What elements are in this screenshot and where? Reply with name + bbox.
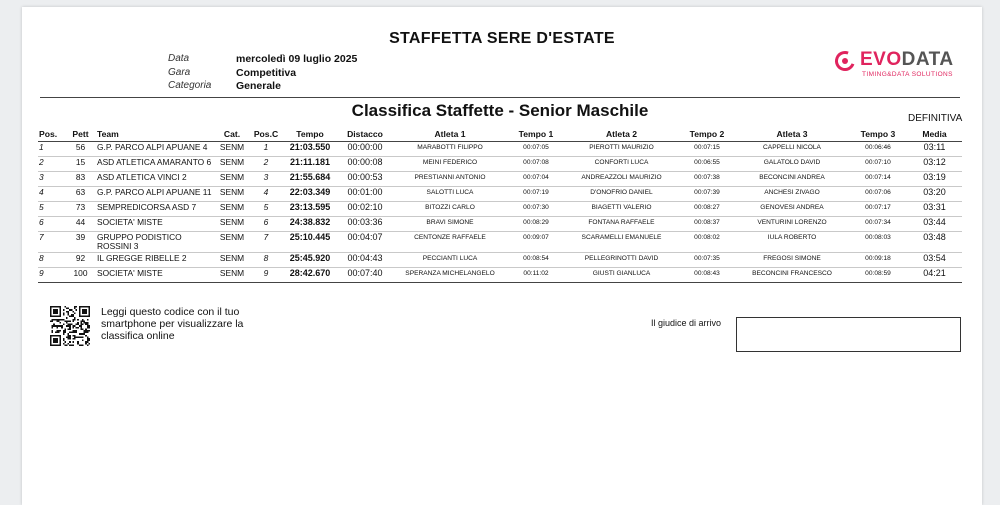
cell-t1: 00:08:54: [508, 253, 564, 268]
cell-t2: 00:08:43: [679, 268, 735, 283]
status-label: DEFINITIVA: [908, 113, 963, 124]
cell-team: IL GREGGE RIBELLE 2: [96, 253, 214, 268]
cell-t1: 00:09:07: [508, 232, 564, 253]
meta-race: [168, 67, 357, 81]
cell-tempo: 21:11.181: [282, 157, 338, 172]
cell-a1: SALOTTI LUCA: [392, 187, 508, 202]
cell-a1: SPERANZA MICHELANGELO: [392, 268, 508, 283]
table-row: [38, 268, 962, 283]
cell-pos: 1: [38, 142, 65, 157]
cell-a3: CAPPELLI NICOLA: [735, 142, 849, 157]
meta-race-value: Competitiva: [236, 66, 297, 79]
cell-tempo: 22:03.349: [282, 187, 338, 202]
cell-t2: 00:08:02: [679, 232, 735, 253]
cell-a1: MEINI FEDERICO: [392, 157, 508, 172]
cell-pos: 7: [38, 232, 65, 253]
results-body: [38, 142, 962, 283]
event-meta: [168, 53, 357, 94]
cell-a2: CONFORTI LUCA: [564, 157, 679, 172]
cell-media: 03:48: [907, 232, 962, 253]
cell-cat: SENM: [214, 217, 250, 232]
cell-posc: 2: [250, 157, 282, 172]
document-page: [22, 7, 982, 505]
meta-race-label: Gara: [168, 66, 191, 78]
cell-a3: BECONCINI ANDREA: [735, 172, 849, 187]
cell-team: SOCIETA' MISTE: [96, 268, 214, 283]
evodata-logo-icon: [834, 50, 856, 72]
cell-media: 03:54: [907, 253, 962, 268]
table-row: [38, 217, 962, 232]
cell-cat: SENM: [214, 142, 250, 157]
meta-category-value: Generale: [236, 80, 281, 92]
cell-t3: 00:07:17: [849, 202, 907, 217]
cell-a2: FONTANA RAFFAELE: [564, 217, 679, 232]
cell-t3: 00:08:03: [849, 232, 907, 253]
cell-a2: PELLEGRINOTTI DAVID: [564, 253, 679, 268]
cell-media: 04:21: [907, 268, 962, 283]
cell-t2: 00:07:35: [679, 253, 735, 268]
col-tempo: Tempo: [282, 126, 338, 142]
cell-t2: 00:08:27: [679, 202, 735, 217]
cell-team: G.P. PARCO ALPI APUANE 4: [96, 142, 214, 157]
cell-t2: 00:07:39: [679, 187, 735, 202]
cell-t3: 00:07:14: [849, 172, 907, 187]
event-title: STAFFETTA SERE D'ESTATE: [389, 30, 615, 47]
cell-t3: 00:07:06: [849, 187, 907, 202]
cell-tempo: 21:03.550: [282, 142, 338, 157]
cell-team: ASD ATLETICA VINCI 2: [96, 172, 214, 187]
evodata-logo: [834, 49, 964, 83]
cell-a1: BITOZZI CARLO: [392, 202, 508, 217]
col-atleta3: Atleta 3: [735, 126, 849, 142]
cell-a3: GENOVESI ANDREA: [735, 202, 849, 217]
cell-cat: SENM: [214, 232, 250, 253]
cell-pos: 8: [38, 253, 65, 268]
cell-t3: 00:09:18: [849, 253, 907, 268]
cell-t2: 00:08:37: [679, 217, 735, 232]
cell-t1: 00:07:05: [508, 142, 564, 157]
cell-tempo: 25:45.920: [282, 253, 338, 268]
cell-cat: SENM: [214, 253, 250, 268]
meta-date: [168, 53, 357, 67]
cell-pett: 83: [65, 172, 96, 187]
cell-t2: 00:07:15: [679, 142, 735, 157]
cell-t2: 00:06:55: [679, 157, 735, 172]
header-divider: [40, 97, 960, 98]
col-tempo2: Tempo 2: [679, 126, 735, 142]
cell-cat: SENM: [214, 172, 250, 187]
cell-a1: PRESTIANNI ANTONIO: [392, 172, 508, 187]
cell-tempo: 25:10.445: [282, 232, 338, 253]
cell-tempo: 21:55.684: [282, 172, 338, 187]
cell-distacco: 00:03:36: [338, 217, 392, 232]
cell-distacco: 00:00:00: [338, 142, 392, 157]
cell-media: 03:19: [907, 172, 962, 187]
cell-t1: 00:08:29: [508, 217, 564, 232]
cell-distacco: 00:01:00: [338, 187, 392, 202]
results-table: [38, 126, 962, 283]
judge-signature-box: [736, 317, 961, 352]
qr-code-icon: [50, 306, 90, 346]
cell-pett: 100: [65, 268, 96, 283]
cell-media: 03:20: [907, 187, 962, 202]
cell-tempo: 28:42.670: [282, 268, 338, 283]
cell-pos: 3: [38, 172, 65, 187]
cell-cat: SENM: [214, 268, 250, 283]
cell-pett: 63: [65, 187, 96, 202]
cell-tempo: 23:13.595: [282, 202, 338, 217]
cell-media: 03:11: [907, 142, 962, 157]
cell-pos: 5: [38, 202, 65, 217]
cell-media: 03:44: [907, 217, 962, 232]
cell-a3: FREGOSI SIMONE: [735, 253, 849, 268]
cell-posc: 6: [250, 217, 282, 232]
col-tempo3: Tempo 3: [849, 126, 907, 142]
cell-pett: 44: [65, 217, 96, 232]
cell-media: 03:31: [907, 202, 962, 217]
cell-a1: BRAVI SIMONE: [392, 217, 508, 232]
cell-a2: ANDREAZZOLI MAURIZIO: [564, 172, 679, 187]
cell-posc: 1: [250, 142, 282, 157]
col-posc: Pos.C: [250, 126, 282, 142]
classification-title: Classifica Staffette - Senior Maschile: [351, 101, 649, 120]
cell-a1: CENTONZE RAFFAELE: [392, 232, 508, 253]
col-pett: Pett: [65, 126, 96, 142]
cell-cat: SENM: [214, 202, 250, 217]
cell-distacco: 00:04:43: [338, 253, 392, 268]
cell-pett: 56: [65, 142, 96, 157]
table-row: [38, 157, 962, 172]
cell-a2: D'ONOFRIO DANIEL: [564, 187, 679, 202]
col-team: Team: [96, 126, 214, 142]
cell-t3: 00:06:46: [849, 142, 907, 157]
table-row: [38, 142, 962, 157]
cell-a2: BIAGETTI VALERIO: [564, 202, 679, 217]
cell-distacco: 00:00:53: [338, 172, 392, 187]
logo-subtitle: TIMING&DATA SOLUTIONS: [862, 71, 953, 78]
cell-distacco: 00:04:07: [338, 232, 392, 253]
cell-a2: SCARAMELLI EMANUELE: [564, 232, 679, 253]
cell-tempo: 24:38.832: [282, 217, 338, 232]
table-row: [38, 202, 962, 217]
cell-a2: PIEROTTI MAURIZIO: [564, 142, 679, 157]
cell-a3: ANCHESI ZIVAGO: [735, 187, 849, 202]
cell-posc: 3: [250, 172, 282, 187]
cell-pos: 6: [38, 217, 65, 232]
cell-pos: 4: [38, 187, 65, 202]
cell-pett: 15: [65, 157, 96, 172]
table-row: [38, 232, 962, 253]
cell-pos: 9: [38, 268, 65, 283]
qr-instructions: Leggi questo codice con il tuo smartphone per visualizzare la classifica online: [101, 306, 244, 342]
cell-posc: 7: [250, 232, 282, 253]
cell-posc: 8: [250, 253, 282, 268]
cell-a1: PECCIANTI LUCA: [392, 253, 508, 268]
cell-distacco: 00:02:10: [338, 202, 392, 217]
col-pos: Pos.: [38, 126, 65, 142]
col-atleta1: Atleta 1: [392, 126, 508, 142]
cell-posc: 4: [250, 187, 282, 202]
cell-pett: 92: [65, 253, 96, 268]
cell-a3: IULA ROBERTO: [735, 232, 849, 253]
table-row: [38, 187, 962, 202]
cell-pett: 39: [65, 232, 96, 253]
cell-a1: MARABOTTI FILIPPO: [392, 142, 508, 157]
col-tempo1: Tempo 1: [508, 126, 564, 142]
table-header-row: [38, 126, 962, 142]
cell-t1: 00:07:04: [508, 172, 564, 187]
cell-t3: 00:07:34: [849, 217, 907, 232]
judge-label: Il giudice di arrivo: [651, 318, 722, 328]
cell-t1: 00:11:02: [508, 268, 564, 283]
cell-posc: 5: [250, 202, 282, 217]
cell-cat: SENM: [214, 187, 250, 202]
cell-team: SEMPREDICORSA ASD 7: [96, 202, 214, 217]
meta-category: [168, 80, 357, 94]
cell-team: G.P. PARCO ALPI APUANE 11: [96, 187, 214, 202]
table-row: [38, 172, 962, 187]
meta-date-label: Data: [168, 53, 190, 64]
cell-a3: BECONCINI FRANCESCO: [735, 268, 849, 283]
cell-t3: 00:07:10: [849, 157, 907, 172]
cell-pos: 2: [38, 157, 65, 172]
col-distacco: Distacco: [338, 126, 392, 142]
col-media: Media: [907, 126, 962, 142]
meta-category-label: Categoria: [168, 80, 212, 91]
cell-cat: SENM: [214, 157, 250, 172]
cell-t2: 00:07:38: [679, 172, 735, 187]
cell-a3: VENTURINI LORENZO: [735, 217, 849, 232]
cell-t1: 00:07:08: [508, 157, 564, 172]
cell-pett: 73: [65, 202, 96, 217]
cell-team: GRUPPO PODISTICO ROSSINI 3: [96, 232, 214, 253]
cell-t1: 00:07:30: [508, 202, 564, 217]
cell-t3: 00:08:59: [849, 268, 907, 283]
cell-posc: 9: [250, 268, 282, 283]
cell-t1: 00:07:19: [508, 187, 564, 202]
meta-date-value: mercoledì 09 luglio 2025: [236, 53, 358, 65]
cell-team: SOCIETA' MISTE: [96, 217, 214, 232]
cell-team: ASD ATLETICA AMARANTO 6: [96, 157, 214, 172]
cell-distacco: 00:07:40: [338, 268, 392, 283]
cell-a3: GALATOLO DAVID: [735, 157, 849, 172]
cell-a2: GIUSTI GIANLUCA: [564, 268, 679, 283]
logo-wordmark: EVODATA: [860, 49, 954, 70]
col-cat: Cat.: [214, 126, 250, 142]
cell-distacco: 00:00:08: [338, 157, 392, 172]
col-atleta2: Atleta 2: [564, 126, 679, 142]
cell-media: 03:12: [907, 157, 962, 172]
table-row: [38, 253, 962, 268]
